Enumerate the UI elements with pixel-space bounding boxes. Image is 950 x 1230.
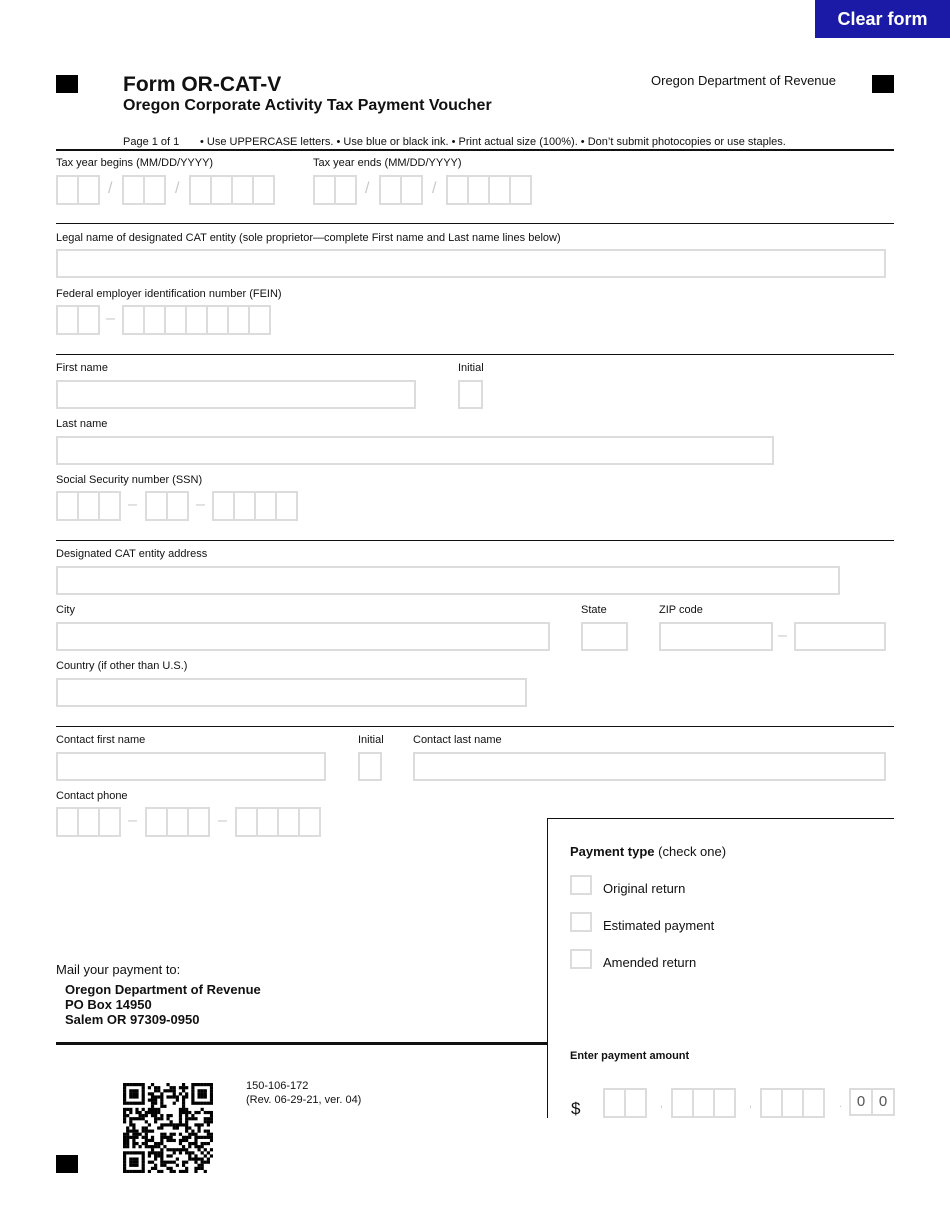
zip-label: ZIP code <box>659 604 703 616</box>
payment-type-heading <box>570 844 726 859</box>
tax-year-begins-day[interactable] <box>122 175 164 205</box>
cents-digit-1: 0 <box>849 1088 873 1116</box>
section-rule <box>56 354 894 355</box>
contact-phone-area-input[interactable] <box>56 807 119 837</box>
amended-return-label: Amended return <box>603 955 697 970</box>
form-title: Oregon Corporate Activity Tax Payment Voucher <box>123 97 492 114</box>
comma-separator: , <box>749 1098 753 1110</box>
last-name-input[interactable] <box>56 436 774 465</box>
state-label: State <box>581 604 607 616</box>
date-separator: / <box>175 180 180 197</box>
zip-extension-input[interactable] <box>794 622 886 651</box>
registration-mark-top-left <box>56 75 78 93</box>
original-return-checkbox[interactable] <box>570 875 592 895</box>
fein-number-input[interactable] <box>122 305 269 335</box>
form-id: Form OR-CAT-V <box>123 73 282 96</box>
contact-first-name-input[interactable] <box>56 752 326 781</box>
comma-separator: , <box>660 1098 664 1110</box>
registration-mark-top-right <box>872 75 894 93</box>
payment-type-hint: (check one) <box>654 844 727 859</box>
state-input[interactable] <box>581 622 628 651</box>
date-separator: / <box>365 180 370 197</box>
amount-thousands-input[interactable] <box>671 1088 734 1118</box>
address-label: Designated CAT entity address <box>56 548 208 560</box>
legal-name-input[interactable] <box>56 249 886 278</box>
mail-line-1: Oregon Department of Revenue <box>65 982 261 997</box>
contact-phone-line-input[interactable] <box>235 807 319 837</box>
form-number: 150-106-172 <box>246 1080 309 1092</box>
contact-first-name-label: Contact first name <box>56 734 146 746</box>
country-label: Country (if other than U.S.) <box>56 660 188 672</box>
clear-form-button[interactable]: Clear form <box>815 0 950 38</box>
legal-name-label: Legal name of designated CAT entity (sole proprietor—complete First name and Last name lines below) <box>56 232 561 244</box>
amount-cents <box>849 1088 895 1116</box>
decimal-separator: . <box>839 1098 843 1110</box>
section-rule <box>56 223 894 224</box>
date-separator: / <box>108 180 113 197</box>
date-separator: / <box>432 180 437 197</box>
dash-separator: – <box>196 496 205 513</box>
estimated-payment-checkbox[interactable] <box>570 912 592 932</box>
payment-amount-label: Enter payment amount <box>570 1050 690 1062</box>
city-label: City <box>56 604 75 616</box>
amount-millions-input[interactable] <box>603 1088 645 1118</box>
tax-year-ends-year[interactable] <box>446 175 530 205</box>
ssn-group-input[interactable] <box>145 491 187 521</box>
contact-last-name-input[interactable] <box>413 752 886 781</box>
last-name-label: Last name <box>56 418 108 430</box>
payment-panel-top-border <box>547 818 894 819</box>
contact-initial-input[interactable] <box>358 752 382 781</box>
instructions: • Use UPPERCASE letters. • Use blue or black ink. • Print actual size (100%). • Don’t submit photocopies or use staples. <box>200 136 786 148</box>
tax-year-begins-label: Tax year begins (MM/DD/YYYY) <box>56 157 214 169</box>
ssn-label: Social Security number (SSN) <box>56 474 203 486</box>
contact-phone-prefix-input[interactable] <box>145 807 208 837</box>
ssn-serial-input[interactable] <box>212 491 296 521</box>
form-revision: (Rev. 06-29-21, ver. 04) <box>246 1094 362 1106</box>
payment-type-label: Payment type <box>570 844 655 859</box>
dash-separator: – <box>778 627 787 644</box>
city-input[interactable] <box>56 622 550 651</box>
mail-line-2: PO Box 14950 <box>65 997 152 1012</box>
contact-phone-label: Contact phone <box>56 790 128 802</box>
ssn-area-input[interactable] <box>56 491 119 521</box>
first-name-label: First name <box>56 362 108 374</box>
fein-prefix-input[interactable] <box>56 305 98 335</box>
payment-panel-left-border <box>547 818 548 1118</box>
country-input[interactable] <box>56 678 527 707</box>
qr-code <box>123 1083 213 1173</box>
header-rule <box>56 149 894 151</box>
tax-year-ends-day[interactable] <box>379 175 421 205</box>
tax-year-ends-month[interactable] <box>313 175 355 205</box>
mail-intro: Mail your payment to: <box>56 962 181 977</box>
zip-input[interactable] <box>659 622 773 651</box>
dollar-sign: $ <box>571 1099 581 1118</box>
dash-separator: – <box>128 496 137 513</box>
initial-label: Initial <box>458 362 484 374</box>
estimated-payment-label: Estimated payment <box>603 918 715 933</box>
section-rule <box>56 540 894 541</box>
tax-year-begins-year[interactable] <box>189 175 273 205</box>
mail-rule <box>56 1042 548 1045</box>
tax-year-ends-label: Tax year ends (MM/DD/YYYY) <box>313 157 462 169</box>
contact-initial-label: Initial <box>358 734 384 746</box>
dash-separator: – <box>106 310 115 327</box>
registration-mark-bottom-left <box>56 1155 78 1173</box>
contact-last-name-label: Contact last name <box>413 734 502 746</box>
fein-label: Federal employer identification number (FEIN) <box>56 288 282 300</box>
amended-return-checkbox[interactable] <box>570 949 592 969</box>
original-return-label: Original return <box>603 881 686 896</box>
address-input[interactable] <box>56 566 840 595</box>
amount-hundreds-input[interactable] <box>760 1088 823 1118</box>
section-rule <box>56 726 894 727</box>
cents-digit-2: 0 <box>871 1088 895 1116</box>
tax-year-begins-month[interactable] <box>56 175 98 205</box>
agency-name: Oregon Department of Revenue <box>651 73 836 88</box>
first-name-input[interactable] <box>56 380 416 409</box>
dash-separator: – <box>218 812 227 829</box>
page-number: Page 1 of 1 <box>123 136 180 148</box>
initial-input[interactable] <box>458 380 483 409</box>
dash-separator: – <box>128 812 137 829</box>
mail-line-3: Salem OR 97309-0950 <box>65 1012 200 1027</box>
